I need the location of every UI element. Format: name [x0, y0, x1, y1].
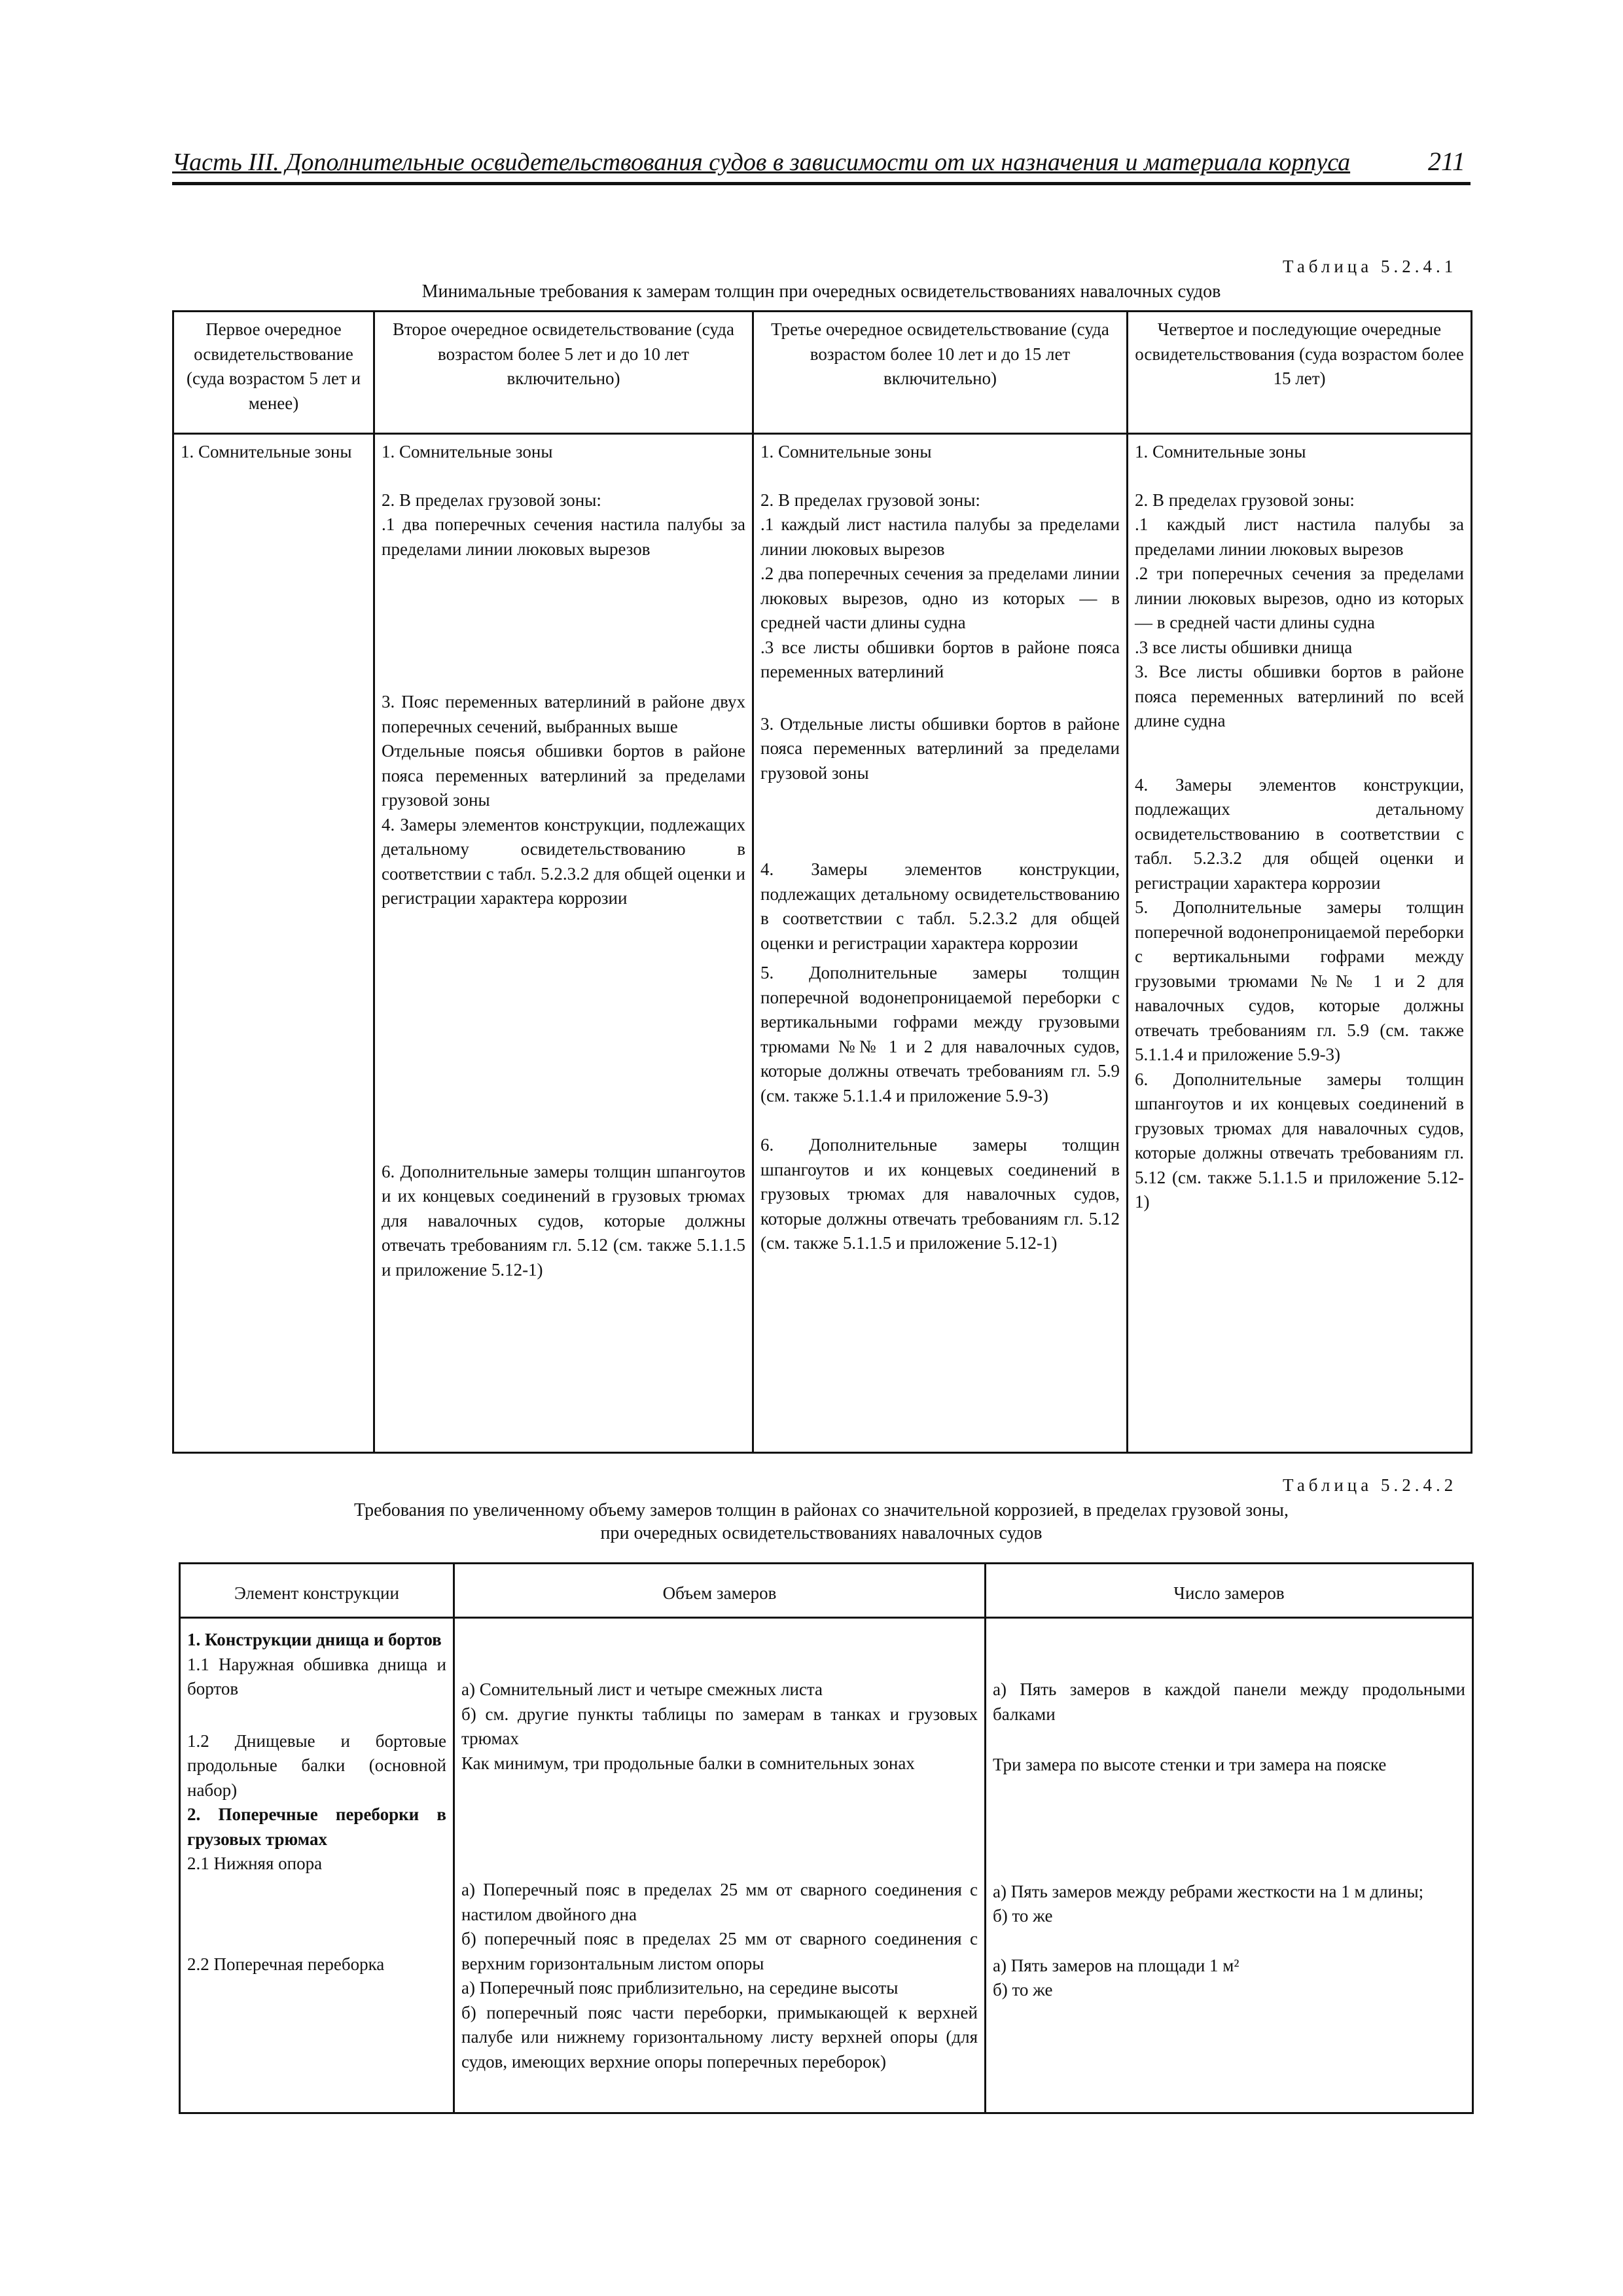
t1-col-1-cell: [173, 434, 374, 1453]
t1-col-3-cell: [753, 434, 1128, 1453]
t1-c3-item2-3: .3 все листы обшивки бортов в районе пояса переменных ватерлиний: [760, 637, 1120, 681]
t2-el-s1-2: 1.2 Днищевые и бортовые продольные балки (основной набор): [187, 1731, 446, 1800]
t1-c4-item5: 5. Дополнительные замеры толщин поперечной водонепроницаемой переборки с вертикальными гофрами между грузовыми трюмами №№ 1 и 2 для навалочных судов, которые должны отвечать требованиям гл. 5.9 (см. также 5.1.1.4 и приложение 5.9-3): [1135, 897, 1464, 1064]
t2-count-s2-1b: б) то же: [993, 1906, 1053, 1926]
t2-el-s2-2: 2.2 Поперечная переборка: [187, 1954, 385, 1974]
t1-c4-item4: 4. Замеры элементов конструкции, подлежащих детальному освидетельствованию в соответствии с табл. 5.2.3.2 для общей оценки и регистрации характера коррозии: [1135, 774, 1464, 893]
table-1-header-row: [173, 312, 1472, 434]
t2-col-header-3: Число замеров: [986, 1564, 1473, 1618]
t2-count-s2-2b: б) то же: [993, 1980, 1053, 2000]
t1-c4-item6: 6. Дополнительные замеры толщин шпангоутов и их концевых соединений в грузовых трюмах для навалочных судов, которые должны отвечать требованиям гл. 5.12 (см. также 5.1.1.5 и приложение 5.12-1): [1135, 1069, 1464, 1211]
table-1-caption: Минимальные требования к замерам толщин при очередных освидетельствованиях навалочных судов: [421, 281, 1221, 302]
t1-col-header-4: Четвертое и последующие очередные освидетельствования (суда возрастом более 15 лет): [1128, 312, 1472, 434]
t2-scope-s2-2b: б) поперечный пояс части переборки, примыкающей к верхней палубе или нижнему горизонтальному листу верхней опоры (для судов, имеющих верхние опоры поперечных переборок): [461, 2002, 978, 2072]
t1-col-header-1: Первое очередное освидетельствование (суда возрастом 5 лет и менее): [173, 312, 374, 434]
t2-el-s2-1: 2.1 Нижняя опора: [187, 1854, 323, 1873]
t1-col-header-3: Третье очередное освидетельствование (суда возрастом более 10 лет и до 15 лет включительно): [753, 312, 1128, 434]
table-2-caption-line-1: Требования по увеличенному объему замеров толщин в районах со значительной коррозией, в пределах грузовой зоны,: [354, 1500, 1289, 1520]
t2-count-s2-1a: а) Пять замеров между ребрами жесткости на 1 м длины;: [993, 1881, 1424, 1901]
table-1: [172, 310, 1472, 1454]
t2-col-header-2: Объем замеров: [454, 1564, 986, 1618]
table-2-header-row: [180, 1564, 1473, 1618]
table-1-label: Таблица 5.2.4.1: [1283, 257, 1457, 276]
t1-c2-item6: 6. Дополнительные замеры толщин шпангоутов и их концевых соединений в грузовых трюмах для навалочных судов, которые должны отвечать требованиям гл. 5.12 (см. также 5.1.1.5 и приложение 5.12-1): [382, 1161, 745, 1280]
t2-col-header-1: Элемент конструкции: [180, 1564, 454, 1618]
t2-scope-s1-1a: а) Сомнительный лист и четыре смежных листа: [461, 1679, 823, 1699]
table-2-body-row: [180, 1618, 1473, 2113]
t1-c3-item5: 5. Дополнительные замеры толщин поперечной водонепроницаемой переборки с вертикальными гофрами между грузовыми трюмами №№ 1 и 2 для навалочных судов, которые должны отвечать требованиям гл. 5.9 (см. также 5.1.1.4 и приложение 5.9-3): [760, 963, 1120, 1105]
table-1-body-row: [173, 434, 1472, 1453]
t2-el-s2: 2. Поперечные переборки в грузовых трюмах: [187, 1804, 446, 1849]
page-number: 211: [1427, 147, 1465, 176]
t1-c3-item6: 6. Дополнительные замеры толщин шпангоутов и их концевых соединений в грузовых трюмах для навалочных судов, которые должны отвечать требованиям гл. 5.12 (см. также 5.1.1.5 и приложение 5.12-1): [760, 1135, 1120, 1253]
t1-c4-item3: 3. Все листы обшивки бортов в районе пояса переменных ватерлиний по всей длине судна: [1135, 662, 1464, 730]
t1-c3-item2-1: .1 каждый лист настила палубы за пределами линии люковых вырезов: [760, 514, 1120, 559]
running-title: Часть III. Дополнительные освидетельствования судов в зависимости от их назначения и материала корпуса: [172, 149, 1351, 176]
t1-c2-item2-1: .1 два поперечных сечения настила палубы за пределами линии люковых вырезов: [382, 514, 745, 559]
t2-count-s2-2a: а) Пять замеров на площади 1 м²: [993, 1955, 1240, 1975]
t1-c2-item2: 2. В пределах грузовой зоны:: [382, 490, 601, 510]
table-2-label: Таблица 5.2.4.2: [1283, 1475, 1457, 1495]
page-header: [172, 145, 1471, 185]
t1-c4-item2-1: .1 каждый лист настила палубы за пределами линии люковых вырезов: [1135, 514, 1464, 559]
t2-scope-cell: [454, 1618, 986, 2113]
t1-c3-item1: 1. Сомнительные зоны: [760, 442, 932, 461]
t1-c2-item3: 3. Пояс переменных ватерлиний в районе двух поперечных сечений, выбранных выше: [382, 692, 745, 736]
t1-c1-item1: 1. Сомнительные зоны: [181, 442, 352, 461]
t1-c3-item4: 4. Замеры элементов конструкции, подлежащих детальному освидетельствованию в соответствии с табл. 5.2.3.2 для общей оценки и регистрации характера коррозии: [760, 859, 1120, 953]
t2-scope-s2-1a: а) Поперечный пояс в пределах 25 мм от сварного соединения с настилом двойного дна: [461, 1880, 978, 1924]
t1-col-header-2: Второе очередное освидетельствование (суда возрастом более 5 лет и до 10 лет включительно): [374, 312, 753, 434]
t1-c4-item2-3: .3 все листы обшивки днища: [1135, 637, 1353, 657]
t2-scope-s2-1b: б) поперечный пояс в пределах 25 мм от сварного соединения с верхним горизонтальным листом опоры: [461, 1929, 978, 1973]
t1-c4-item2-2: .2 три поперечных сечения за пределами линии люковых вырезов, одно из которых — в средней части длины судна: [1135, 564, 1464, 632]
t2-scope-s2-2a: а) Поперечный пояс приблизительно, на середине высоты: [461, 1978, 899, 1998]
t1-c3-item2-2: .2 два поперечных сечения за пределами линии люковых вырезов, одно из которых — в средней части длины судна: [760, 564, 1120, 632]
table-2: [179, 1562, 1474, 2114]
t2-scope-s1-2: Как минимум, три продольные балки в сомнительных зонах: [461, 1753, 915, 1773]
t2-count-s1-1: а) Пять замеров в каждой панели между продольными балками: [993, 1679, 1465, 1724]
t1-c2-item3-extra: Отдельные поясья обшивки бортов в районе пояса переменных ватерлиний за пределами грузовой зоны: [382, 741, 745, 810]
t2-count-cell: [986, 1618, 1473, 2113]
table-2-caption-line-2: при очередных освидетельствованиях навалочных судов: [600, 1523, 1043, 1543]
t1-col-4-cell: [1128, 434, 1472, 1453]
t1-c2-item4: 4. Замеры элементов конструкции, подлежащих детальному освидетельствованию в соответствии с табл. 5.2.3.2 для общей оценки и регистрации характера коррозии: [382, 814, 745, 908]
table-2-caption: [172, 1499, 1471, 1545]
t2-el-s1-1: 1.1 Наружная обшивка днища и бортов: [187, 1654, 446, 1698]
t2-scope-s1-1b: б) см. другие пункты таблицы по замерам в танках и грузовых трюмах: [461, 1704, 978, 1748]
t1-c4-item2: 2. В пределах грузовой зоны:: [1135, 490, 1355, 510]
t2-el-s1: 1. Конструкции днища и бортов: [187, 1630, 442, 1649]
t1-c4-item1: 1. Сомнительные зоны: [1135, 442, 1306, 461]
t2-element-cell: [180, 1618, 454, 2113]
t1-c3-item3: 3. Отдельные листы обшивки бортов в районе пояса переменных ватерлиний за пределами грузовой зоны: [760, 713, 1120, 783]
t2-count-s1-2: Три замера по высоте стенки и три замера на пояске: [993, 1755, 1387, 1774]
t1-col-2-cell: [374, 434, 753, 1453]
t1-c2-item1: 1. Сомнительные зоны: [382, 442, 553, 461]
t1-c3-item2: 2. В пределах грузовой зоны:: [760, 490, 980, 510]
